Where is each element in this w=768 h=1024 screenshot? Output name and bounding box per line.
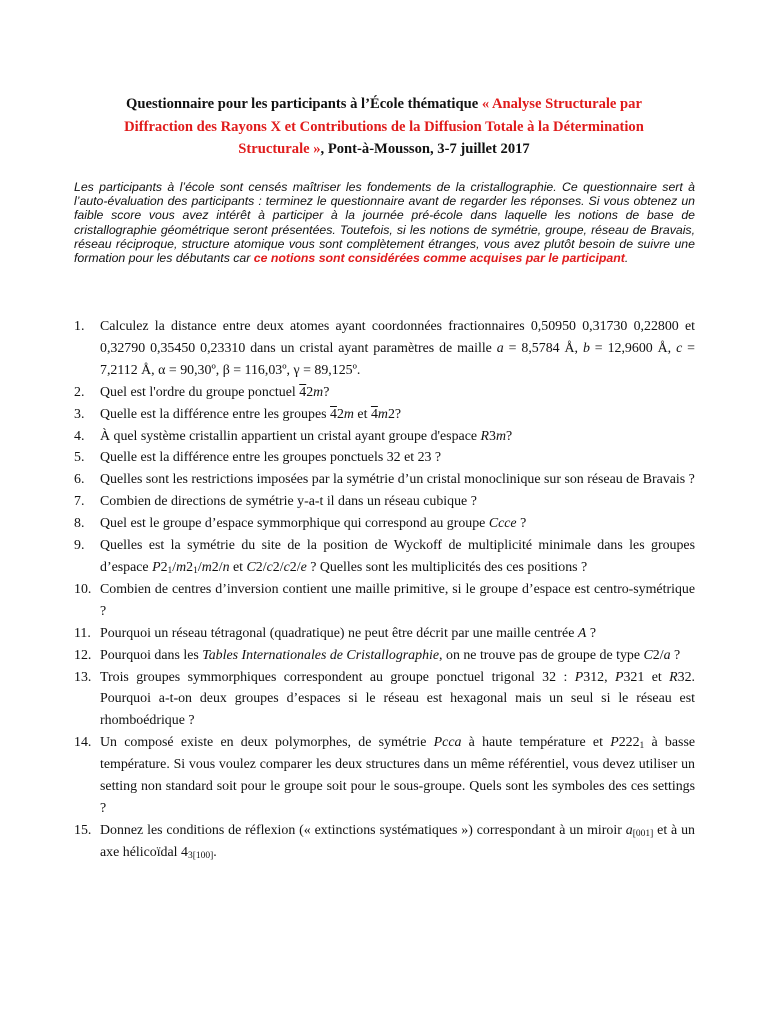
question-15: 15. Donnez les conditions de réflexion (« extinctions systématiques ») correspondant à un miroir $a_{[001]}$ et à un axe hélicoïdal $4_{3[100]}$.	[74, 820, 695, 864]
question-number: 4.	[74, 428, 85, 444]
question-12: 12. Pourquoi dans les Tables Internationales de Cristallographie, on ne trouve pas de groupe de type C2/a ?	[74, 645, 695, 667]
question-number: 15.	[74, 822, 92, 838]
title-school-name: « Analyse Structurale par Diffraction des Rayons X et Contributions de la Diffusion Totale à la Détermination Structurale »	[124, 96, 644, 157]
question-10: 10. Combien de centres d’inversion contient une maille primitive, si le groupe d’espace est centro-symétrique ?	[74, 579, 695, 623]
question-4: 4. À quel système cristallin appartient un cristal ayant groupe d'espace R3m?	[74, 426, 695, 448]
question-number: 7.	[74, 494, 85, 510]
question-1: 1. Calculez la distance entre deux atomes ayant coordonnées fractionnaires 0,50950 0,31730 0,22800 et 0,32790 0,35450 0,23310 dans un cristal ayant paramètres de maille a = 8,5784 Å, b = 12,9600 Å, c = 7,2112 Å, α = 90,30º, β = 116,03º, γ = 89,125º.	[74, 316, 695, 382]
question-number: 5.	[74, 450, 85, 466]
question-number: 6.	[74, 472, 85, 488]
question-3: 3. Quelle est la différence entre les groupes 42m et 4m2?	[74, 404, 695, 426]
question-7: 7. Combien de directions de symétrie y-a-t il dans un réseau cubique ?	[74, 491, 695, 513]
intro-paragraph	[74, 180, 695, 265]
question-13: 13. Trois groupes symmorphiques correspondent au groupe ponctuel trigonal 32 : P312, P321 et R32. Pourquoi a-t-on deux groupes d’espaces si le réseau est hexagonal mais un seul si le réseau est rhomboédrique ?	[74, 667, 695, 733]
question-9: 9. Quelles est la symétrie du site de la position de Wyckoff de multiplicité minimale dans les groupes d’espace $P2_1/m2_1/m2/n$ et C2/c2/c2/e ? Quelles sont les multiplicités des ces positions ?	[74, 535, 695, 579]
intro-emphasis: ce notions sont considérées comme acquises par le participant	[253, 251, 625, 266]
question-number: 11.	[74, 625, 91, 641]
intro-text: Les participants à l’école sont censés maîtriser les fondements de la cristallographie. Ce questionnaire sert à l’auto-évaluation des participants : terminez le questionnaire avant de regarder les réponses. Si vous obtenez un faible score vous avez intérêt à participer à la journée pré-école dans laquelle les notions de base de cristallographie géométrique seront présentées. Toutefois, si les notions de symétrie, groupe, réseau de Bravais, réseau réciproque, structure atomique vous sont complètement étranges, vous avez plutôt besoin de suivre une formation pour les débutants car	[74, 180, 695, 266]
title-location-date: , Pont-à-Mousson, 3-7 juillet 2017	[320, 141, 530, 157]
question-number: 14.	[74, 735, 92, 751]
question-8: 8. Quel est le groupe d’espace symmorphique qui correspond au groupe Ccce ?	[74, 513, 695, 535]
intro-end: .	[624, 251, 629, 266]
question-14: 14. Un composé existe en deux polymorphes, de symétrie Pcca à haute température et $P222_1$ à basse température. Si vous voulez comparer les deux structures dans un même référentiel, vous devez utiliser un setting non standard soit pour le groupe soit pour le sous-groupe. Quels sont les symboles des ces settings ?	[74, 732, 695, 820]
question-6: 6. Quelles sont les restrictions imposées par la symétrie d’un cristal monoclinique sur son réseau de Bravais ?	[74, 469, 695, 491]
question-number: 3.	[74, 406, 85, 422]
question-number: 12.	[74, 647, 92, 663]
question-11: 11. Pourquoi un réseau tétragonal (quadratique) ne peut être décrit par une maille centrée A ?	[74, 623, 695, 645]
question-list	[74, 316, 695, 864]
question-number: 13.	[74, 669, 92, 685]
question-2: 2. Quel est l'ordre du groupe ponctuel 42m?	[74, 382, 695, 404]
question-number: 10.	[74, 581, 92, 597]
question-number: 8.	[74, 516, 85, 532]
document-title	[92, 93, 676, 161]
question-number: 2.	[74, 384, 85, 400]
question-5: 5. Quelle est la différence entre les groupes ponctuels 32 et 23 ?	[74, 447, 695, 469]
question-number: 1.	[74, 319, 85, 334]
question-number: 9.	[74, 538, 85, 554]
title-text: Questionnaire pour les participants à l’École thématique	[126, 96, 482, 112]
